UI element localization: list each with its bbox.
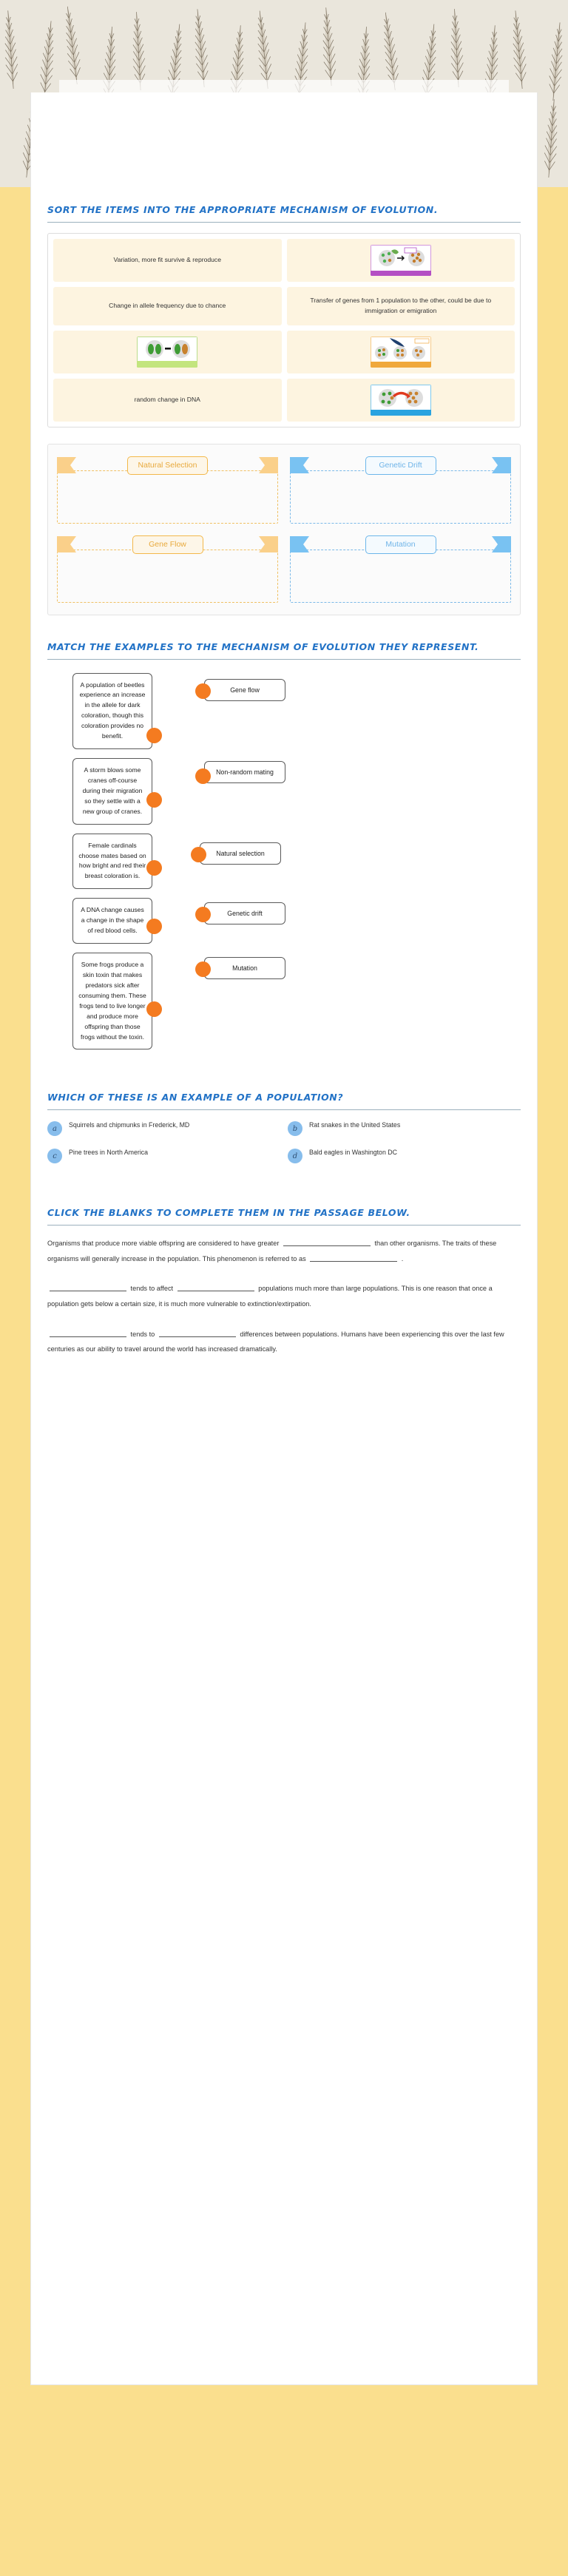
- sort-item[interactable]: Transfer of genes from 1 population to the other, could be due to immigration or emigration: [287, 287, 515, 325]
- ribbon-tail-left-icon: [57, 536, 76, 552]
- sort-item[interactable]: [287, 239, 515, 282]
- drop-zone-label: Genetic Drift: [365, 456, 436, 475]
- drop-zone-mutation[interactable]: [290, 534, 511, 603]
- match-row: [47, 898, 521, 944]
- passage-section: [31, 1206, 537, 1357]
- section-divider: [47, 659, 521, 660]
- drop-zone-label: Mutation: [365, 535, 436, 554]
- mc-option-text: Squirrels and chipmunks in Frederick, MD: [69, 1121, 190, 1129]
- match-mechanism[interactable]: Non-random mating: [204, 761, 285, 783]
- section-divider: [47, 222, 521, 223]
- ribbon-banner: [57, 455, 278, 477]
- mc-option-a[interactable]: [47, 1120, 280, 1136]
- match-connector-dot-left[interactable]: [146, 1001, 162, 1017]
- passage-text: Organisms that produce more viable offspring are considered to have greater: [47, 1239, 281, 1247]
- sort-item[interactable]: [287, 331, 515, 373]
- match-connector-dot-right[interactable]: [191, 847, 206, 862]
- match-connector-dot-right[interactable]: [195, 961, 211, 977]
- passage-text: populations much more than large populations. This is one reason that once a population gets below a certain size, it is much more vulnerable to extinction/extirpation.: [47, 1285, 493, 1308]
- match-connector-dot-left[interactable]: [146, 728, 162, 743]
- sort-item[interactable]: Change in allele frequency due to chance: [53, 287, 282, 325]
- match-mechanism[interactable]: Natural selection: [200, 842, 281, 865]
- worksheet-body: [30, 92, 538, 2385]
- passage-instruction: CLICK THE BLANKS TO COMPLETE THEM IN THE PASSAGE BELOW.: [47, 1207, 410, 1219]
- section-divider: [47, 1109, 521, 1110]
- drop-target-area[interactable]: [290, 470, 511, 524]
- match-example[interactable]: A population of beetles experience an increase in the allele for dark coloration, though this coloration provides no benefit.: [72, 673, 152, 750]
- match-row: [47, 834, 521, 890]
- ribbon-tail-right-icon: [259, 457, 278, 473]
- mc-letter-badge: a: [47, 1121, 62, 1136]
- match-mechanism[interactable]: Genetic drift: [204, 902, 285, 924]
- ribbon-banner: [290, 534, 511, 556]
- sort-item[interactable]: Variation, more fit survive & reproduce: [53, 239, 282, 282]
- passage-paragraph: [47, 1236, 521, 1266]
- section-divider: [47, 1225, 521, 1226]
- ribbon-banner: [290, 455, 511, 477]
- passage-body: [47, 1236, 521, 1357]
- match-connector-dot-left[interactable]: [146, 860, 162, 876]
- drop-target-area[interactable]: [57, 550, 278, 603]
- drop-zones-container: [47, 444, 521, 615]
- drop-zone-label: Gene Flow: [132, 535, 203, 554]
- match-example[interactable]: Some frogs produce a skin toxin that makes predators sick after consuming them. These frogs tend to live longer and produce more offspring than those frogs without the toxin.: [72, 953, 152, 1049]
- mc-option-c[interactable]: [47, 1148, 280, 1163]
- sort-item[interactable]: random change in DNA: [53, 379, 282, 422]
- genetic-drift-diagram-thumbnail: [371, 337, 431, 368]
- sort-items-container: [47, 233, 521, 427]
- drop-zone-label: Natural Selection: [127, 456, 209, 475]
- mc-option-text: Bald eagles in Washington DC: [309, 1149, 397, 1157]
- match-pairs-area: [47, 670, 521, 1050]
- match-example[interactable]: A storm blows some cranes off-course during their migration so they settle with a new group of cranes.: [72, 758, 152, 825]
- passage-text: tends to: [129, 1330, 157, 1338]
- sort-section: [31, 203, 537, 615]
- mc-option-text: Pine trees in North America: [69, 1149, 149, 1157]
- match-example[interactable]: Female cardinals choose mates based on how bright and red their breast coloration is.: [72, 834, 152, 890]
- match-connector-dot-right[interactable]: [195, 683, 211, 699]
- ribbon-tail-right-icon: [259, 536, 278, 552]
- sort-item[interactable]: [287, 379, 515, 422]
- passage-blank[interactable]: [159, 1329, 236, 1337]
- ribbon-banner: [57, 534, 278, 556]
- passage-text: differences between populations. Humans have been experiencing this over the last few centuries as our ability to travel around the world has increased dramatically.: [47, 1330, 504, 1353]
- passage-paragraph: [47, 1281, 521, 1311]
- passage-blank[interactable]: [283, 1238, 371, 1246]
- match-example[interactable]: A DNA change causes a change in the shape of red blood cells.: [72, 898, 152, 944]
- drop-zone-natural-selection[interactable]: [57, 455, 278, 524]
- ribbon-tail-right-icon: [492, 457, 511, 473]
- passage-text: .: [399, 1254, 404, 1262]
- natural-selection-diagram-thumbnail: [371, 245, 431, 276]
- passage-text: tends to affect: [129, 1285, 175, 1293]
- drop-target-area[interactable]: [57, 470, 278, 524]
- gene-flow-diagram-thumbnail: [371, 385, 431, 416]
- mutation-beetles-diagram-thumbnail: [137, 337, 197, 368]
- mc-options-grid: [47, 1120, 521, 1163]
- mc-option-d[interactable]: [288, 1148, 521, 1163]
- ribbon-tail-right-icon: [492, 536, 511, 552]
- match-connector-dot-left[interactable]: [146, 792, 162, 808]
- match-row: [47, 758, 521, 825]
- passage-blank[interactable]: [310, 1254, 397, 1262]
- passage-blank[interactable]: [178, 1283, 254, 1291]
- drop-zone-gene-flow[interactable]: [57, 534, 278, 603]
- match-mechanism[interactable]: Gene flow: [204, 679, 285, 701]
- ribbon-tail-left-icon: [290, 457, 309, 473]
- multiple-choice-section: [31, 1091, 537, 1163]
- sort-items-grid: [53, 239, 515, 422]
- mc-option-b[interactable]: [288, 1120, 521, 1136]
- match-connector-dot-right[interactable]: [195, 768, 211, 784]
- drop-zone-genetic-drift[interactable]: [290, 455, 511, 524]
- mc-letter-badge: c: [47, 1149, 62, 1163]
- mc-question: WHICH OF THESE IS AN EXAMPLE OF A POPULATION?: [47, 1092, 344, 1103]
- passage-blank[interactable]: [50, 1329, 126, 1337]
- match-mechanism[interactable]: Mutation: [204, 957, 285, 979]
- drop-target-area[interactable]: [290, 550, 511, 603]
- sort-instruction: SORT THE ITEMS INTO THE APPROPRIATE MECHANISM OF EVOLUTION.: [47, 204, 439, 215]
- passage-paragraph: [47, 1327, 521, 1357]
- match-row: [47, 953, 521, 1049]
- mc-letter-badge: b: [288, 1121, 302, 1136]
- ribbon-tail-left-icon: [57, 457, 76, 473]
- match-section: [31, 640, 537, 1050]
- match-instruction: MATCH THE EXAMPLES TO THE MECHANISM OF EVOLUTION THEY REPRESENT.: [47, 640, 479, 652]
- match-connector-dot-left[interactable]: [146, 919, 162, 934]
- match-row: [47, 673, 521, 750]
- passage-blank[interactable]: [50, 1283, 126, 1291]
- passage-text: than other organisms. The traits of these organisms will generally increase in the population. This phenomenon is referred to as: [47, 1239, 497, 1262]
- mc-option-text: Rat snakes in the United States: [309, 1121, 401, 1129]
- mc-letter-badge: d: [288, 1149, 302, 1163]
- ribbon-tail-left-icon: [290, 536, 309, 552]
- sort-item[interactable]: [53, 331, 282, 373]
